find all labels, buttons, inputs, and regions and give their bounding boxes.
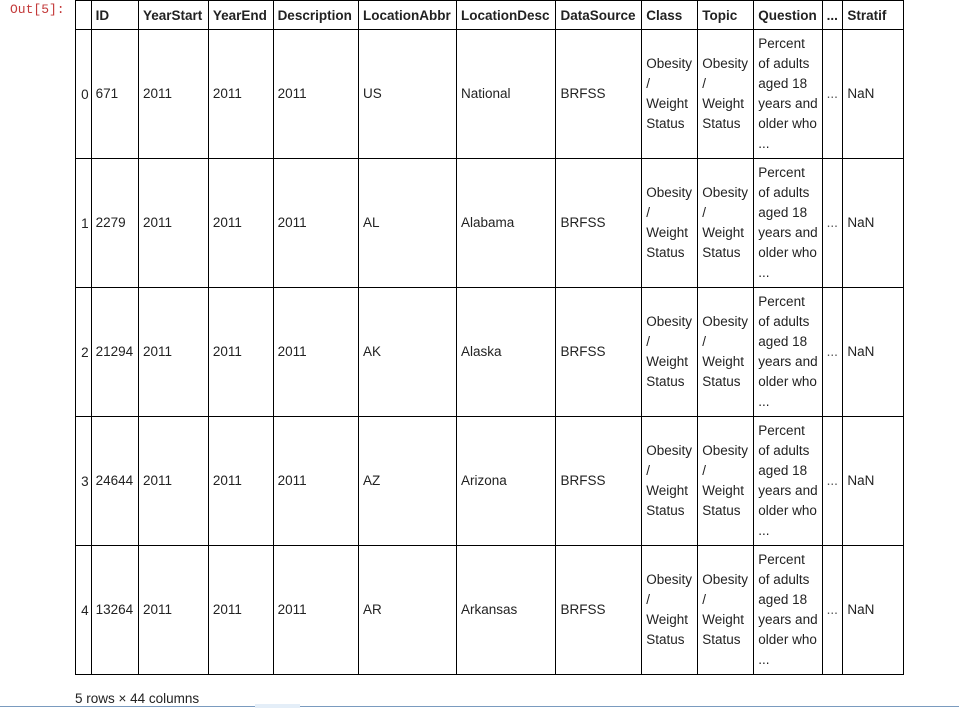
column-header: LocationAbbr bbox=[358, 1, 456, 30]
table-cell: 2011 bbox=[208, 30, 273, 159]
column-header: DataSource bbox=[556, 1, 642, 30]
table-cell: Obesity / Weight Status bbox=[642, 546, 698, 675]
row-index: 1 bbox=[76, 159, 92, 288]
ellipsis-cell: ... bbox=[822, 159, 843, 288]
table-cell: Percent of adults aged 18 years and older who ... bbox=[754, 417, 822, 546]
table-cell: 13264 bbox=[91, 546, 138, 675]
table-cell: National bbox=[456, 30, 556, 159]
table-cell: AR bbox=[358, 546, 456, 675]
table-cell: 2011 bbox=[139, 288, 209, 417]
table-row bbox=[76, 288, 904, 417]
table-cell: 2011 bbox=[208, 417, 273, 546]
table-cell: 24644 bbox=[91, 417, 138, 546]
table-cell: NaN bbox=[843, 417, 904, 546]
table-cell: NaN bbox=[843, 288, 904, 417]
scrollbar-thumb[interactable] bbox=[255, 704, 300, 708]
column-header: Question bbox=[754, 1, 822, 30]
table-cell: BRFSS bbox=[556, 288, 642, 417]
table-cell: Obesity / Weight Status bbox=[642, 30, 698, 159]
table-cell: 2011 bbox=[273, 159, 358, 288]
table-cell: Alabama bbox=[456, 159, 556, 288]
table-cell: Arkansas bbox=[456, 546, 556, 675]
table-cell: AL bbox=[358, 159, 456, 288]
row-index: 3 bbox=[76, 417, 92, 546]
table-cell: NaN bbox=[843, 159, 904, 288]
table-cell: 2011 bbox=[273, 288, 358, 417]
dataframe-table bbox=[75, 0, 904, 675]
table-cell: 2011 bbox=[139, 546, 209, 675]
table-cell: 671 bbox=[91, 30, 138, 159]
table-cell: 2011 bbox=[139, 159, 209, 288]
table-cell: Percent of adults aged 18 years and older who ... bbox=[754, 546, 822, 675]
output-prompt: Out[5]: bbox=[10, 2, 65, 17]
table-cell: 2011 bbox=[139, 417, 209, 546]
output-area[interactable] bbox=[75, 0, 904, 676]
table-cell: BRFSS bbox=[556, 159, 642, 288]
table-cell: 2011 bbox=[139, 30, 209, 159]
table-row bbox=[76, 159, 904, 288]
table-cell: Obesity / Weight Status bbox=[642, 159, 698, 288]
table-cell: Obesity / Weight Status bbox=[642, 417, 698, 546]
table-cell: NaN bbox=[843, 546, 904, 675]
table-cell: BRFSS bbox=[556, 546, 642, 675]
ellipsis-cell: ... bbox=[822, 417, 843, 546]
table-cell: Obesity / Weight Status bbox=[698, 417, 754, 546]
table-body bbox=[76, 30, 904, 675]
column-header: Description bbox=[273, 1, 358, 30]
table-cell: 2011 bbox=[273, 30, 358, 159]
table-cell: Obesity / Weight Status bbox=[698, 30, 754, 159]
column-header: Class bbox=[642, 1, 698, 30]
table-cell: BRFSS bbox=[556, 30, 642, 159]
table-cell: NaN bbox=[843, 30, 904, 159]
ellipsis-cell: ... bbox=[822, 288, 843, 417]
column-header: LocationDesc bbox=[456, 1, 556, 30]
column-header: Topic bbox=[698, 1, 754, 30]
cell-separator bbox=[0, 706, 959, 707]
table-row bbox=[76, 30, 904, 159]
table-cell: Percent of adults aged 18 years and older who ... bbox=[754, 288, 822, 417]
table-row bbox=[76, 417, 904, 546]
table-cell: Percent of adults aged 18 years and older who ... bbox=[754, 159, 822, 288]
column-header: ... bbox=[822, 1, 843, 30]
table-row bbox=[76, 546, 904, 675]
ellipsis-cell: ... bbox=[822, 30, 843, 159]
row-index: 2 bbox=[76, 288, 92, 417]
column-header: YearEnd bbox=[208, 1, 273, 30]
column-header: Stratif bbox=[843, 1, 904, 30]
table-cell: AK bbox=[358, 288, 456, 417]
table-cell: Obesity / Weight Status bbox=[698, 288, 754, 417]
table-cell: Percent of adults aged 18 years and older who ... bbox=[754, 30, 822, 159]
shape-footer: 5 rows × 44 columns bbox=[75, 691, 200, 706]
table-cell: Alaska bbox=[456, 288, 556, 417]
column-header: YearStart bbox=[139, 1, 209, 30]
table-cell: Obesity / Weight Status bbox=[642, 288, 698, 417]
table-cell: 2279 bbox=[91, 159, 138, 288]
ellipsis-cell: ... bbox=[822, 546, 843, 675]
table-cell: 21294 bbox=[91, 288, 138, 417]
table-cell: 2011 bbox=[273, 546, 358, 675]
table-cell: US bbox=[358, 30, 456, 159]
table-cell: AZ bbox=[358, 417, 456, 546]
column-header: ID bbox=[91, 1, 138, 30]
table-cell: Arizona bbox=[456, 417, 556, 546]
row-index: 4 bbox=[76, 546, 92, 675]
index-header bbox=[76, 1, 92, 30]
table-cell: 2011 bbox=[208, 288, 273, 417]
table-cell: BRFSS bbox=[556, 417, 642, 546]
table-cell: 2011 bbox=[208, 546, 273, 675]
header-row bbox=[76, 1, 904, 30]
table-cell: 2011 bbox=[208, 159, 273, 288]
table-cell: Obesity / Weight Status bbox=[698, 159, 754, 288]
row-index: 0 bbox=[76, 30, 92, 159]
table-cell: 2011 bbox=[273, 417, 358, 546]
table-cell: Obesity / Weight Status bbox=[698, 546, 754, 675]
